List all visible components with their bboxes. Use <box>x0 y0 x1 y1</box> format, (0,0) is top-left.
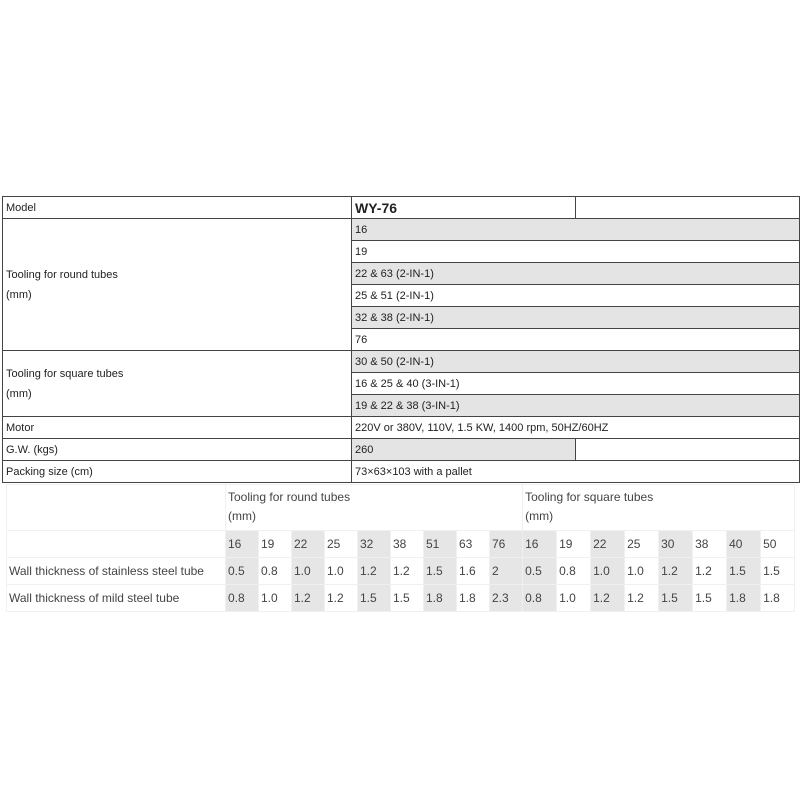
mild-square-cell: 1.0 <box>557 585 591 612</box>
mild-label: Wall thickness of mild steel tube <box>7 585 226 612</box>
mild-square-cell: 1.8 <box>727 585 761 612</box>
round-size-cell: 63 <box>457 531 490 558</box>
mild-round-cell: 1.2 <box>292 585 325 612</box>
stainless-round-cell: 1.0 <box>325 558 358 585</box>
round-tooling-label-cell <box>3 219 352 351</box>
round-size-cell: 22 <box>292 531 325 558</box>
mild-round-cell: 1.8 <box>457 585 490 612</box>
stainless-round-cell: 1.0 <box>292 558 325 585</box>
square-tooling-label-cell <box>3 351 352 417</box>
square-size-cell: 38 <box>693 531 727 558</box>
square-tooling-value: 16 & 25 & 40 (3-IN-1) <box>352 373 800 395</box>
round-tooling-row <box>3 219 800 241</box>
stainless-square-cell: 1.2 <box>659 558 693 585</box>
thickness-header-row <box>7 485 795 531</box>
square-size-cell: 30 <box>659 531 693 558</box>
stainless-round-cell: 2 <box>490 558 523 585</box>
gw-label: G.W. (kgs) <box>3 439 352 461</box>
round-tooling-value: 22 & 63 (2-IN-1) <box>352 263 800 285</box>
size-row-label-cell <box>7 531 226 558</box>
thickness-corner-cell <box>7 485 226 531</box>
mild-square-cell: 1.2 <box>625 585 659 612</box>
mild-row <box>7 585 795 612</box>
mild-round-cell: 1.8 <box>424 585 457 612</box>
mild-square-cell: 0.8 <box>523 585 557 612</box>
square-tooling-unit: (mm) <box>6 387 32 400</box>
round-size-cell: 25 <box>325 531 358 558</box>
stainless-round-cell: 1.2 <box>391 558 424 585</box>
mild-square-cell: 1.2 <box>591 585 625 612</box>
round-tooling-label: Tooling for round tubes <box>6 268 118 281</box>
square-size-cell: 25 <box>625 531 659 558</box>
square-tooling-value: 30 & 50 (2-IN-1) <box>352 351 800 373</box>
square-tooling-row <box>3 351 800 373</box>
square-tubes-header <box>523 485 795 531</box>
round-tooling-unit: (mm) <box>6 288 32 301</box>
square-tubes-header-unit: (mm) <box>525 509 554 523</box>
gw-blank-cell <box>576 439 800 461</box>
round-tooling-value: 19 <box>352 241 800 263</box>
square-size-cell: 22 <box>591 531 625 558</box>
size-row <box>7 531 795 558</box>
packing-value: 73×63×103 with a pallet <box>352 461 800 483</box>
mild-round-cell: 2.3 <box>490 585 523 612</box>
stainless-round-cell: 0.5 <box>226 558 259 585</box>
model-value: WY-76 <box>352 197 576 219</box>
gw-row <box>3 439 800 461</box>
round-size-cell: 38 <box>391 531 424 558</box>
stainless-square-cell: 1.0 <box>625 558 659 585</box>
square-tooling-label: Tooling for square tubes <box>6 367 124 380</box>
stainless-round-cell: 1.6 <box>457 558 490 585</box>
square-size-cell: 50 <box>761 531 795 558</box>
wall-thickness-table <box>6 484 795 612</box>
packing-row <box>3 461 800 483</box>
square-tooling-value: 19 & 22 & 38 (3-IN-1) <box>352 395 800 417</box>
stainless-square-cell: 1.5 <box>761 558 795 585</box>
stainless-square-cell: 0.5 <box>523 558 557 585</box>
packing-label: Packing size (cm) <box>3 461 352 483</box>
round-size-cell: 51 <box>424 531 457 558</box>
model-blank-cell <box>576 197 800 219</box>
round-tubes-header <box>226 485 523 531</box>
model-row <box>3 197 800 219</box>
round-size-cell: 32 <box>358 531 391 558</box>
mild-square-cell: 1.5 <box>693 585 727 612</box>
square-tubes-header-label: Tooling for square tubes <box>525 490 654 504</box>
mild-round-cell: 1.0 <box>259 585 292 612</box>
square-size-cell: 40 <box>727 531 761 558</box>
spec-table <box>2 196 800 483</box>
stainless-row <box>7 558 795 585</box>
stainless-square-cell: 1.5 <box>727 558 761 585</box>
round-tooling-value: 16 <box>352 219 800 241</box>
mild-round-cell: 1.5 <box>391 585 424 612</box>
round-size-cell: 76 <box>490 531 523 558</box>
mild-round-cell: 0.8 <box>226 585 259 612</box>
motor-row <box>3 417 800 439</box>
gw-value: 260 <box>352 439 576 461</box>
stainless-round-cell: 1.2 <box>358 558 391 585</box>
mild-square-cell: 1.5 <box>659 585 693 612</box>
round-tooling-value: 32 & 38 (2-IN-1) <box>352 307 800 329</box>
round-tubes-header-label: Tooling for round tubes <box>228 490 351 504</box>
model-label: Model <box>3 197 352 219</box>
round-size-cell: 19 <box>259 531 292 558</box>
square-size-cell: 19 <box>557 531 591 558</box>
stainless-square-cell: 1.2 <box>693 558 727 585</box>
square-size-cell: 16 <box>523 531 557 558</box>
mild-round-cell: 1.5 <box>358 585 391 612</box>
round-tooling-value: 25 & 51 (2-IN-1) <box>352 285 800 307</box>
motor-label: Motor <box>3 417 352 439</box>
mild-square-cell: 1.8 <box>761 585 795 612</box>
stainless-square-cell: 0.8 <box>557 558 591 585</box>
stainless-square-cell: 1.0 <box>591 558 625 585</box>
round-tubes-header-unit: (mm) <box>228 509 256 523</box>
stainless-round-cell: 1.5 <box>424 558 457 585</box>
stainless-round-cell: 0.8 <box>259 558 292 585</box>
round-tooling-value: 76 <box>352 329 800 351</box>
mild-round-cell: 1.2 <box>325 585 358 612</box>
round-size-cell: 16 <box>226 531 259 558</box>
motor-value: 220V or 380V, 110V, 1.5 KW, 1400 rpm, 50HZ/60HZ <box>352 417 800 439</box>
stainless-label: Wall thickness of stainless steel tube <box>7 558 226 585</box>
